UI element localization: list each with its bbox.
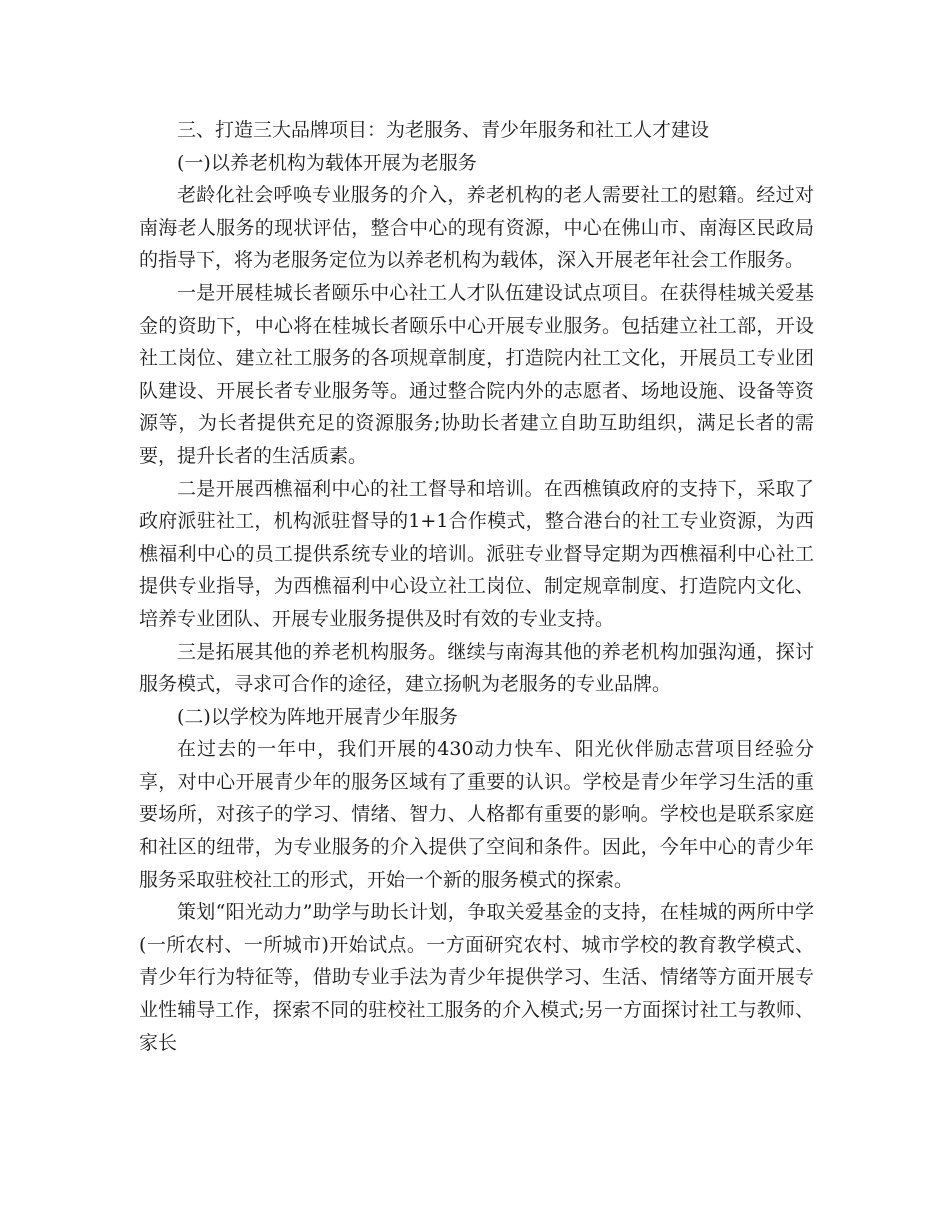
document-body bbox=[139, 114, 814, 1059]
paragraph: 一是开展桂城长者颐乐中心社工人才队伍建设试点项目。在获得桂城关爱基金的资助下，中心将在桂城长者颐乐中心开展专业服务。包括建立社工部，开设社工岗位、建立社工服务的各项规章制度，打造院内社工文化，开展员工专业团队建设、开展长者专业服务等。通过整合院内外的志愿者、场地设施、设备等资源等，为长者提供充足的资源服务;协助长者建立自助互助组织，满足长者的需要，提升长者的生活质素。 bbox=[139, 281, 814, 467]
subsection-heading: (二)以学校为阵地开展青少年服务 bbox=[177, 705, 458, 728]
subsection-heading: (一)以养老机构为载体开展为老服务 bbox=[177, 151, 477, 174]
paragraph: 在过去的一年中，我们开展的430动力快车、阳光伙伴励志营项目经验分享，对中心开展青少年的服务区域有了重要的认识。学校是青少年学习生活的重要场所，对孩子的学习、情绪、智力、人格都有重要的影响。学校也是联系家庭和社区的纽带，为专业服务的介入提供了空间和条件。因此，今年中心的青少年服务采取驻校社工的形式，开始一个新的服务模式的探索。 bbox=[139, 738, 814, 891]
paragraph: 二是开展西樵福利中心的社工督导和培训。在西樵镇政府的支持下，采取了政府派驻社工，机构派驻督导的1+1合作模式，整合港台的社工专业资源，为西樵福利中心的员工提供系统专业的培训。派驻专业督导定期为西樵福利中心社工提供专业指导，为西樵福利中心设立社工岗位、制定规章制度、打造院内文化、培养专业团队、开展专业服务提供及时有效的专业支持。 bbox=[139, 477, 814, 630]
paragraph: 策划“阳光动力”助学与助长计划，争取关爱基金的支持，在桂城的两所中学(一所农村、一所城市)开始试点。一方面研究农村、城市学校的教育教学模式、青少年行为特征等，借助专业手法为青少年提供学习、生活、情绪等方面开展专业性辅导工作，探索不同的驻校社工服务的介入模式;另一方面探讨社工与教师、家长 bbox=[139, 901, 814, 1054]
paragraph: 老龄化社会呼唤专业服务的介入，养老机构的老人需要社工的慰籍。经过对南海老人服务的现状评估，整合中心的现有资源，中心在佛山市、南海区民政局的指导下，将为老服务定位为以养老机构为载体，深入开展老年社会工作服务。 bbox=[139, 184, 814, 272]
paragraph: 三是拓展其他的养老机构服务。继续与南海其他的养老机构加强沟通，探讨服务模式，寻求可合作的途径，建立扬帆为老服务的专业品牌。 bbox=[139, 640, 814, 696]
section-heading: 三、打造三大品牌项目：为老服务、青少年服务和社工人才建设 bbox=[177, 119, 710, 141]
